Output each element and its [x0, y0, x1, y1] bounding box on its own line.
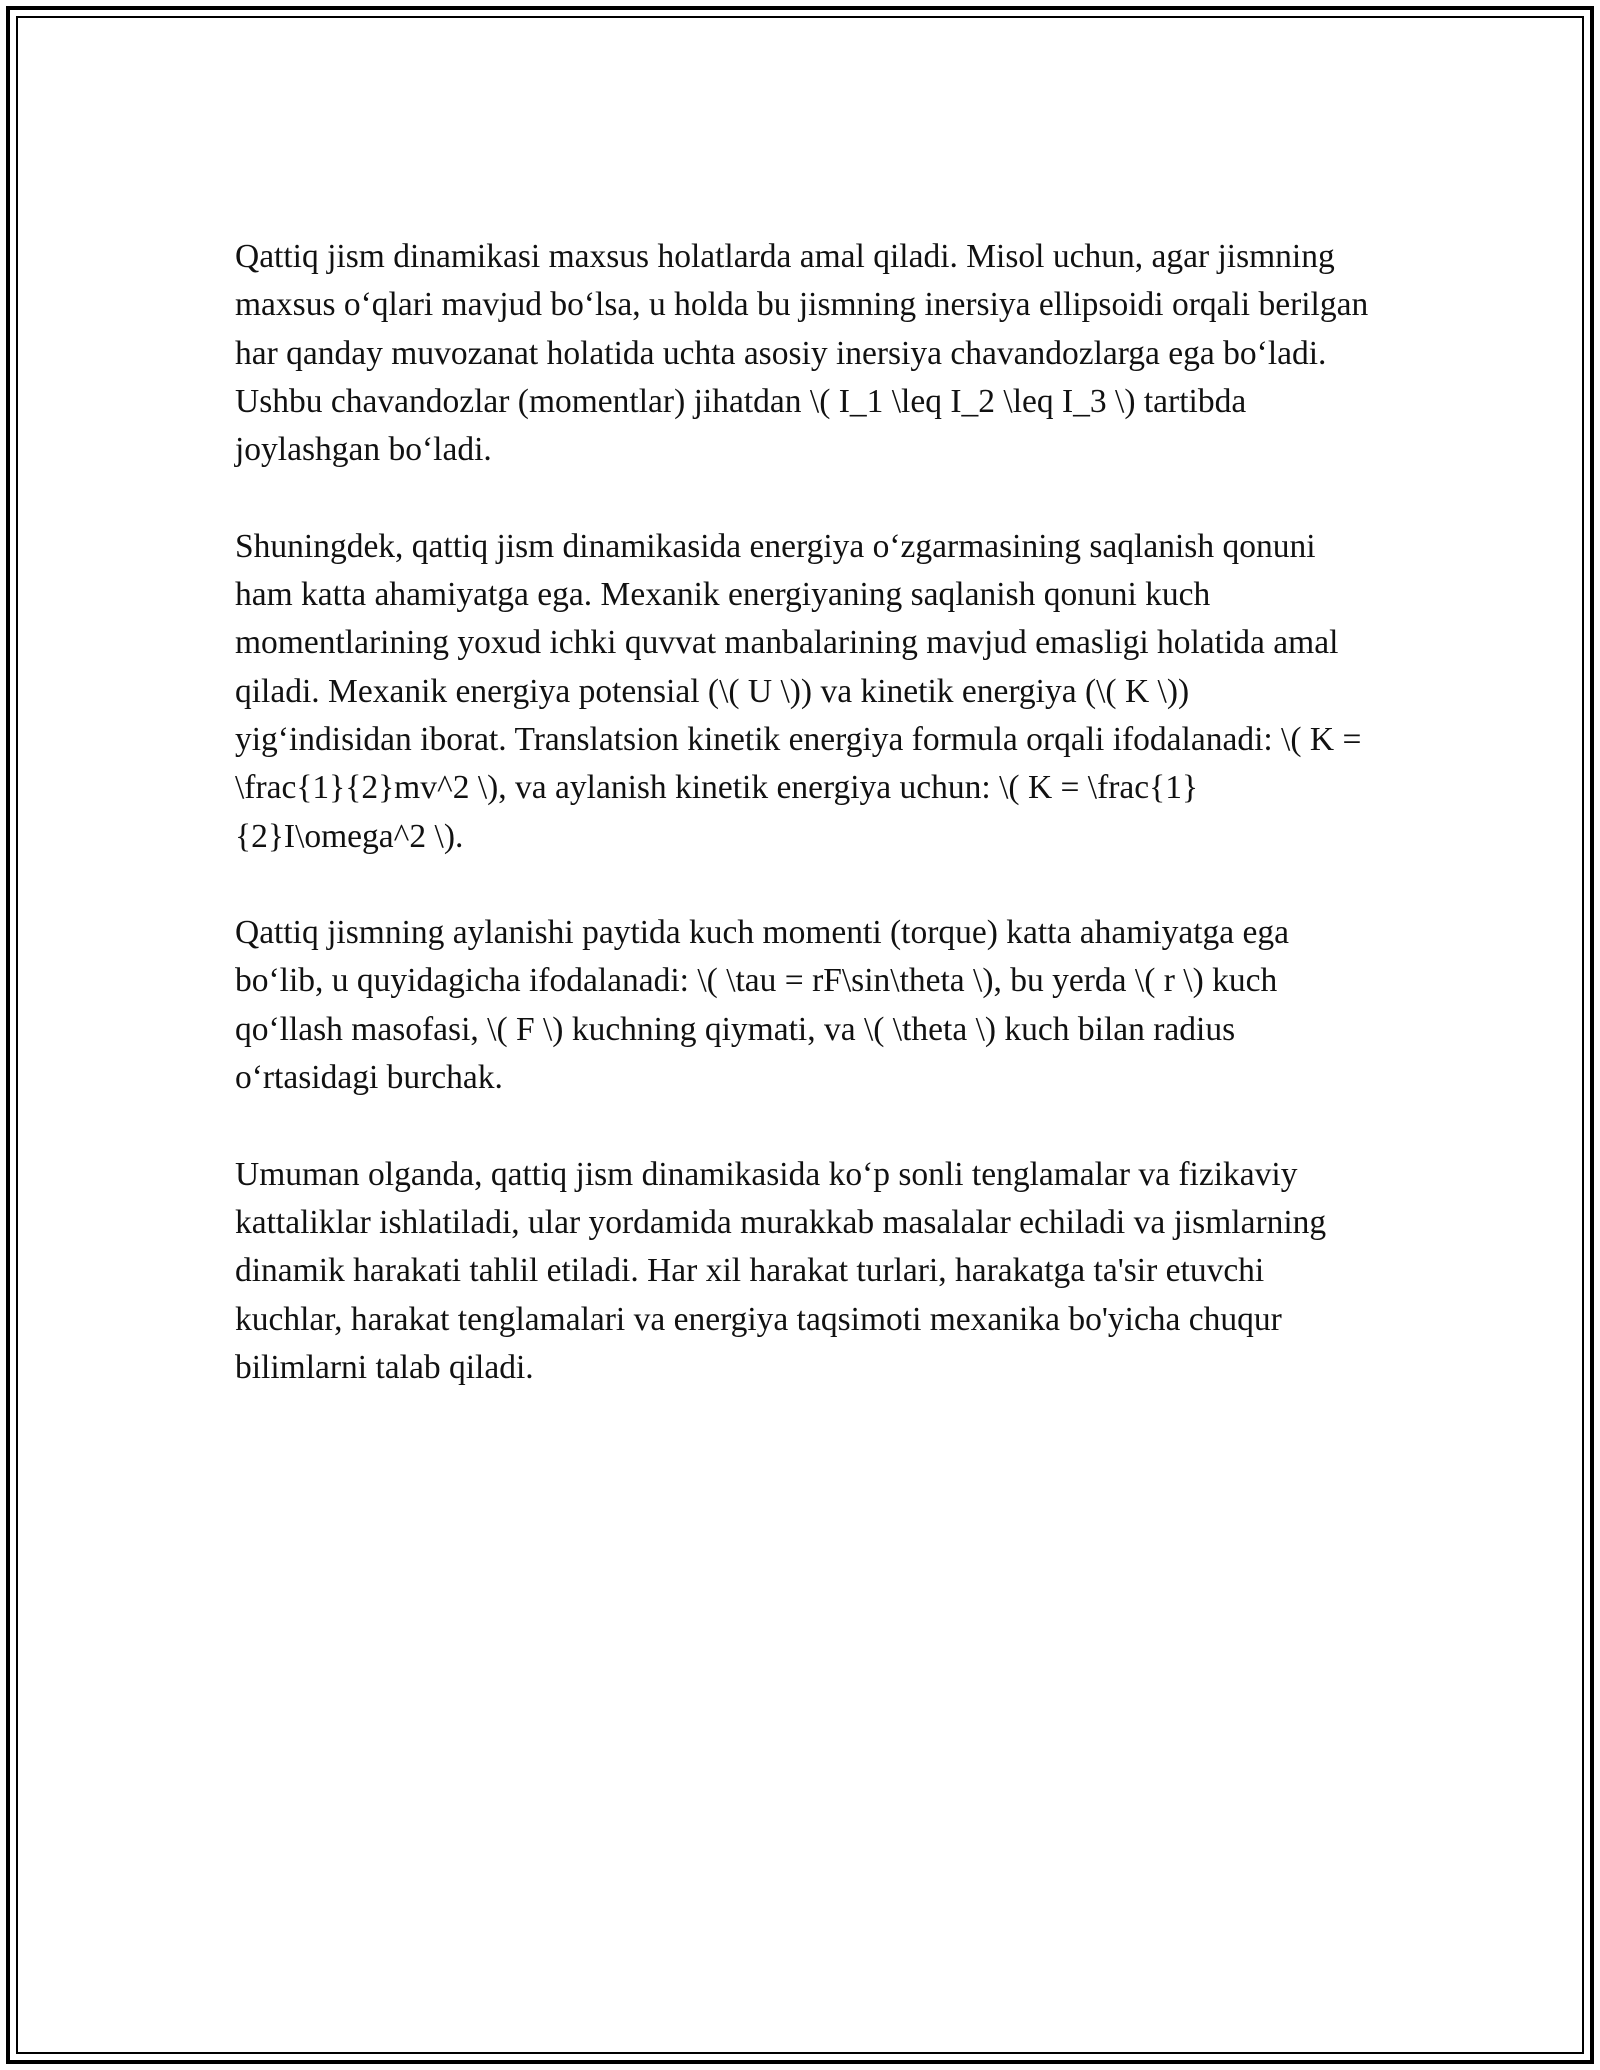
paragraph-1: Qattiq jism dinamikasi maxsus holatlarda amal qiladi. Misol uchun, agar jismning maxsus o‘qlari mavjud bo‘lsa, u holda bu jismning inersiya ellipsoidi orqali berilgan har qanday muvozanat holatida uchta asosiy inersiya chavandozlarga ega bo‘ladi. Ushbu chavandozlar (momentlar) jihatdan \( I_1 \leq I_2 \leq I_3 \) tartibda joylashgan bo‘ladi. — [235, 238, 1369, 469]
paragraph-2: Shuningdek, qattiq jism dinamikasida energiya o‘zgarmasining saqlanish qonuni ham katta ahamiyatga ega. Mexanik energiyaning saqlanish qonuni kuch momentlarining yoxud ichki quvvat manbalarining mavjud emasligi holatida amal qiladi. Mexanik energiya potensial (\( U \)) va kinetik energiya (\( K \)) yig‘indisidan iborat. Translatsion kinetik energiya formula orqali ifodalanadi: \( K = \frac{1}{2}mv^2 \), va aylanish kinetik energiya uchun: \( K = \frac{1}{2}I\omega^2 \). — [235, 527, 1362, 855]
paragraph-4: Umuman olganda, qattiq jism dinamikasida ko‘p sonli tenglamalar va fizikaviy kattaliklar ishlatiladi, ular yordamida murakkab masalalar echiladi va jismlarning dinamik harakati tahlil etiladi. Har xil harakat turlari, harakatga ta'sir etuvchi kuchlar, harakat tenglamalari va energiya taqsimoti mexanika bo'yicha chuqur bilimlarni talab qiladi. — [235, 1155, 1327, 1386]
document-body — [235, 233, 1370, 1440]
paragraph-3: Qattiq jismning aylanishi paytida kuch momenti (torque) katta ahamiyatga ega bo‘lib, u quyidagicha ifodalanadi: \( \tau = rF\sin\theta \), bu yerda \( r \) kuch qo‘llash masofasi, \( F \) kuchning qiymati, va \( \theta \) kuch bilan radius o‘rtasidagi burchak. — [235, 914, 1290, 1097]
